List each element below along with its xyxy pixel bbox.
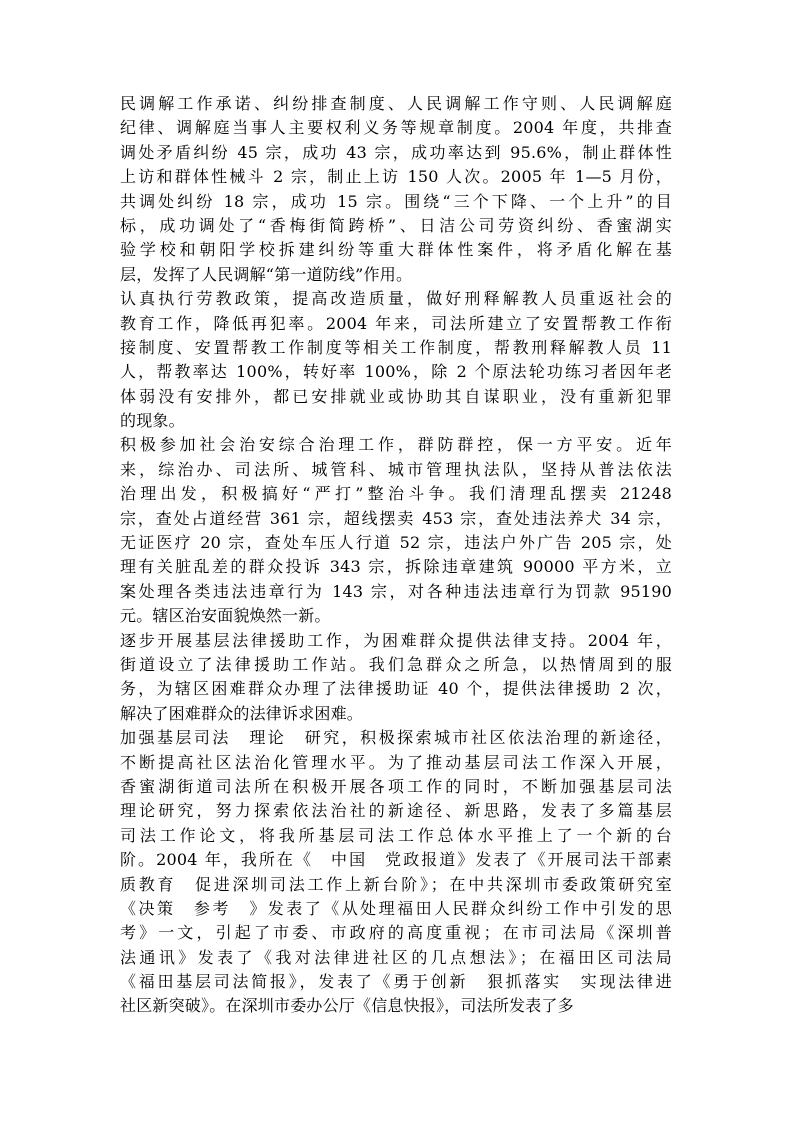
text-line: 社区新突破》。在深圳市委办公厅《信息快报》，司法所发表了多: [120, 996, 574, 1016]
text-line: 不断提高社区法治化管理水平。为了推动基层司法工作深入开展，: [120, 752, 672, 772]
text-line: 务，为辖区困难群众办理了法律援助证 40 个，提供法律援助 2 次，: [120, 679, 672, 699]
text-line: 元。辖区治安面貌焕然一新。: [120, 606, 331, 626]
text-line: 《福田基层司法简报》，发表了《勇于创新 狠抓落实 实现法律进: [120, 972, 672, 992]
text-line: 解决了困难群众的法律诉求困难。: [120, 703, 364, 723]
text-line: 体弱没有安排外，都已安排就业或协助其自谋职业，没有重新犯罪: [120, 386, 672, 406]
text-line: 加强基层司法 理论 研究，积极探索城市社区依法治理的新途径，: [120, 728, 672, 748]
text-line: 法通讯》发表了《我对法律进社区的几点想法》；在福田区司法局: [120, 947, 672, 967]
text-line: 接制度、安置帮教工作制度等相关工作制度，帮教刑释解教人员 11: [120, 337, 672, 357]
text-line: 民调解工作承诺、纠纷排查制度、人民调解工作守则、人民调解庭: [120, 94, 672, 113]
text-line: 共调处纠纷 18 宗，成功 15 宗。围绕“三个下降、一个上升”的目: [120, 191, 672, 211]
paragraph: [120, 92, 672, 287]
text-line: 逐步开展基层法律援助工作，为困难群众提供法律支持。2004 年，: [120, 630, 672, 650]
text-line: 考》一文，引起了市委、市政府的高度重视；在市司法局《深圳普: [120, 923, 672, 943]
text-line: 积极参加社会治安综合治理工作，群防群控，保一方平安。近年: [120, 435, 672, 455]
text-line: 认真执行劳教政策，提高改造质量，做好刑释解教人员重返社会的: [120, 289, 672, 309]
paragraph: [120, 287, 672, 433]
text-line: 来，综治办、司法所、城管科、城市管理执法队，坚持从普法依法: [120, 459, 672, 479]
text-line: 人，帮教率达 100%，转好率 100%，除 2 个原法轮功练习者因年老: [120, 362, 672, 382]
text-line: 街道设立了法律援助工作站。我们急群众之所急，以热情周到的服: [120, 654, 672, 674]
paragraph: [120, 433, 672, 628]
text-line: 治理出发，积极搞好“严打”整治斗争。我们清理乱摆卖 21248: [120, 484, 672, 504]
text-line: 调处矛盾纠纷 45 宗，成功 43 宗，成功率达到 95.6%，制止群体性: [120, 142, 672, 162]
paragraph: [120, 629, 672, 727]
text-line: 标，成功调处了“香梅街简跨桥”、日洁公司劳资纠纷、香蜜湖实: [120, 215, 672, 235]
text-line: 无证医疗 20 宗，查处车压人行道 52 宗，违法户外广告 205 宗，处: [120, 533, 672, 553]
text-line: 理有关脏乱差的群众投诉 343 宗，拆除违章建筑 90000 平方米，立: [120, 557, 672, 577]
text-line: 阶。2004 年，我所在《 中国 党政报道》发表了《开展司法干部素: [120, 850, 672, 870]
text-line: 司法工作论文，将我所基层司法工作总体水平推上了一个新的台: [120, 825, 672, 845]
text-line: 《决策 参考 》发表了《从处理福田人民群众纠纷工作中引发的思: [120, 898, 672, 918]
text-line: 案处理各类违法违章行为 143 宗，对各种违法违章行为罚款 95190: [120, 581, 672, 601]
text-line: 验学校和朝阳学校拆建纠纷等重大群体性案件，将矛盾化解在基: [120, 240, 672, 260]
text-line: 层，发挥了人民调解“第一道防线”作用。: [120, 264, 413, 284]
text-line: 香蜜湖街道司法所在积极开展各项工作的同时，不断加强基层司法: [120, 776, 672, 796]
text-line: 宗，查处占道经营 361 宗，超线摆卖 453 宗，查处违法养犬 34 宗，: [120, 508, 672, 528]
text-line: 教育工作，降低再犯率。2004 年来，司法所建立了安置帮教工作衔: [120, 313, 672, 333]
text-line: 的现象。: [120, 411, 185, 431]
paragraph: [120, 726, 672, 1019]
text-line: 理论研究，努力探索依法治社的新途径、新思路，发表了多篇基层: [120, 801, 672, 821]
text-line: 质教育 促进深圳司法工作上新台阶》；在中共深圳市委政策研究室: [120, 874, 672, 894]
text-line: 上访和群体性械斗 2 宗，制止上访 150 人次。2005 年 1—5 月份，: [120, 167, 672, 187]
text-line: 纪律、调解庭当事人主要权利义务等规章制度。2004 年度，共排查: [120, 118, 672, 138]
document-body: [120, 92, 672, 1019]
